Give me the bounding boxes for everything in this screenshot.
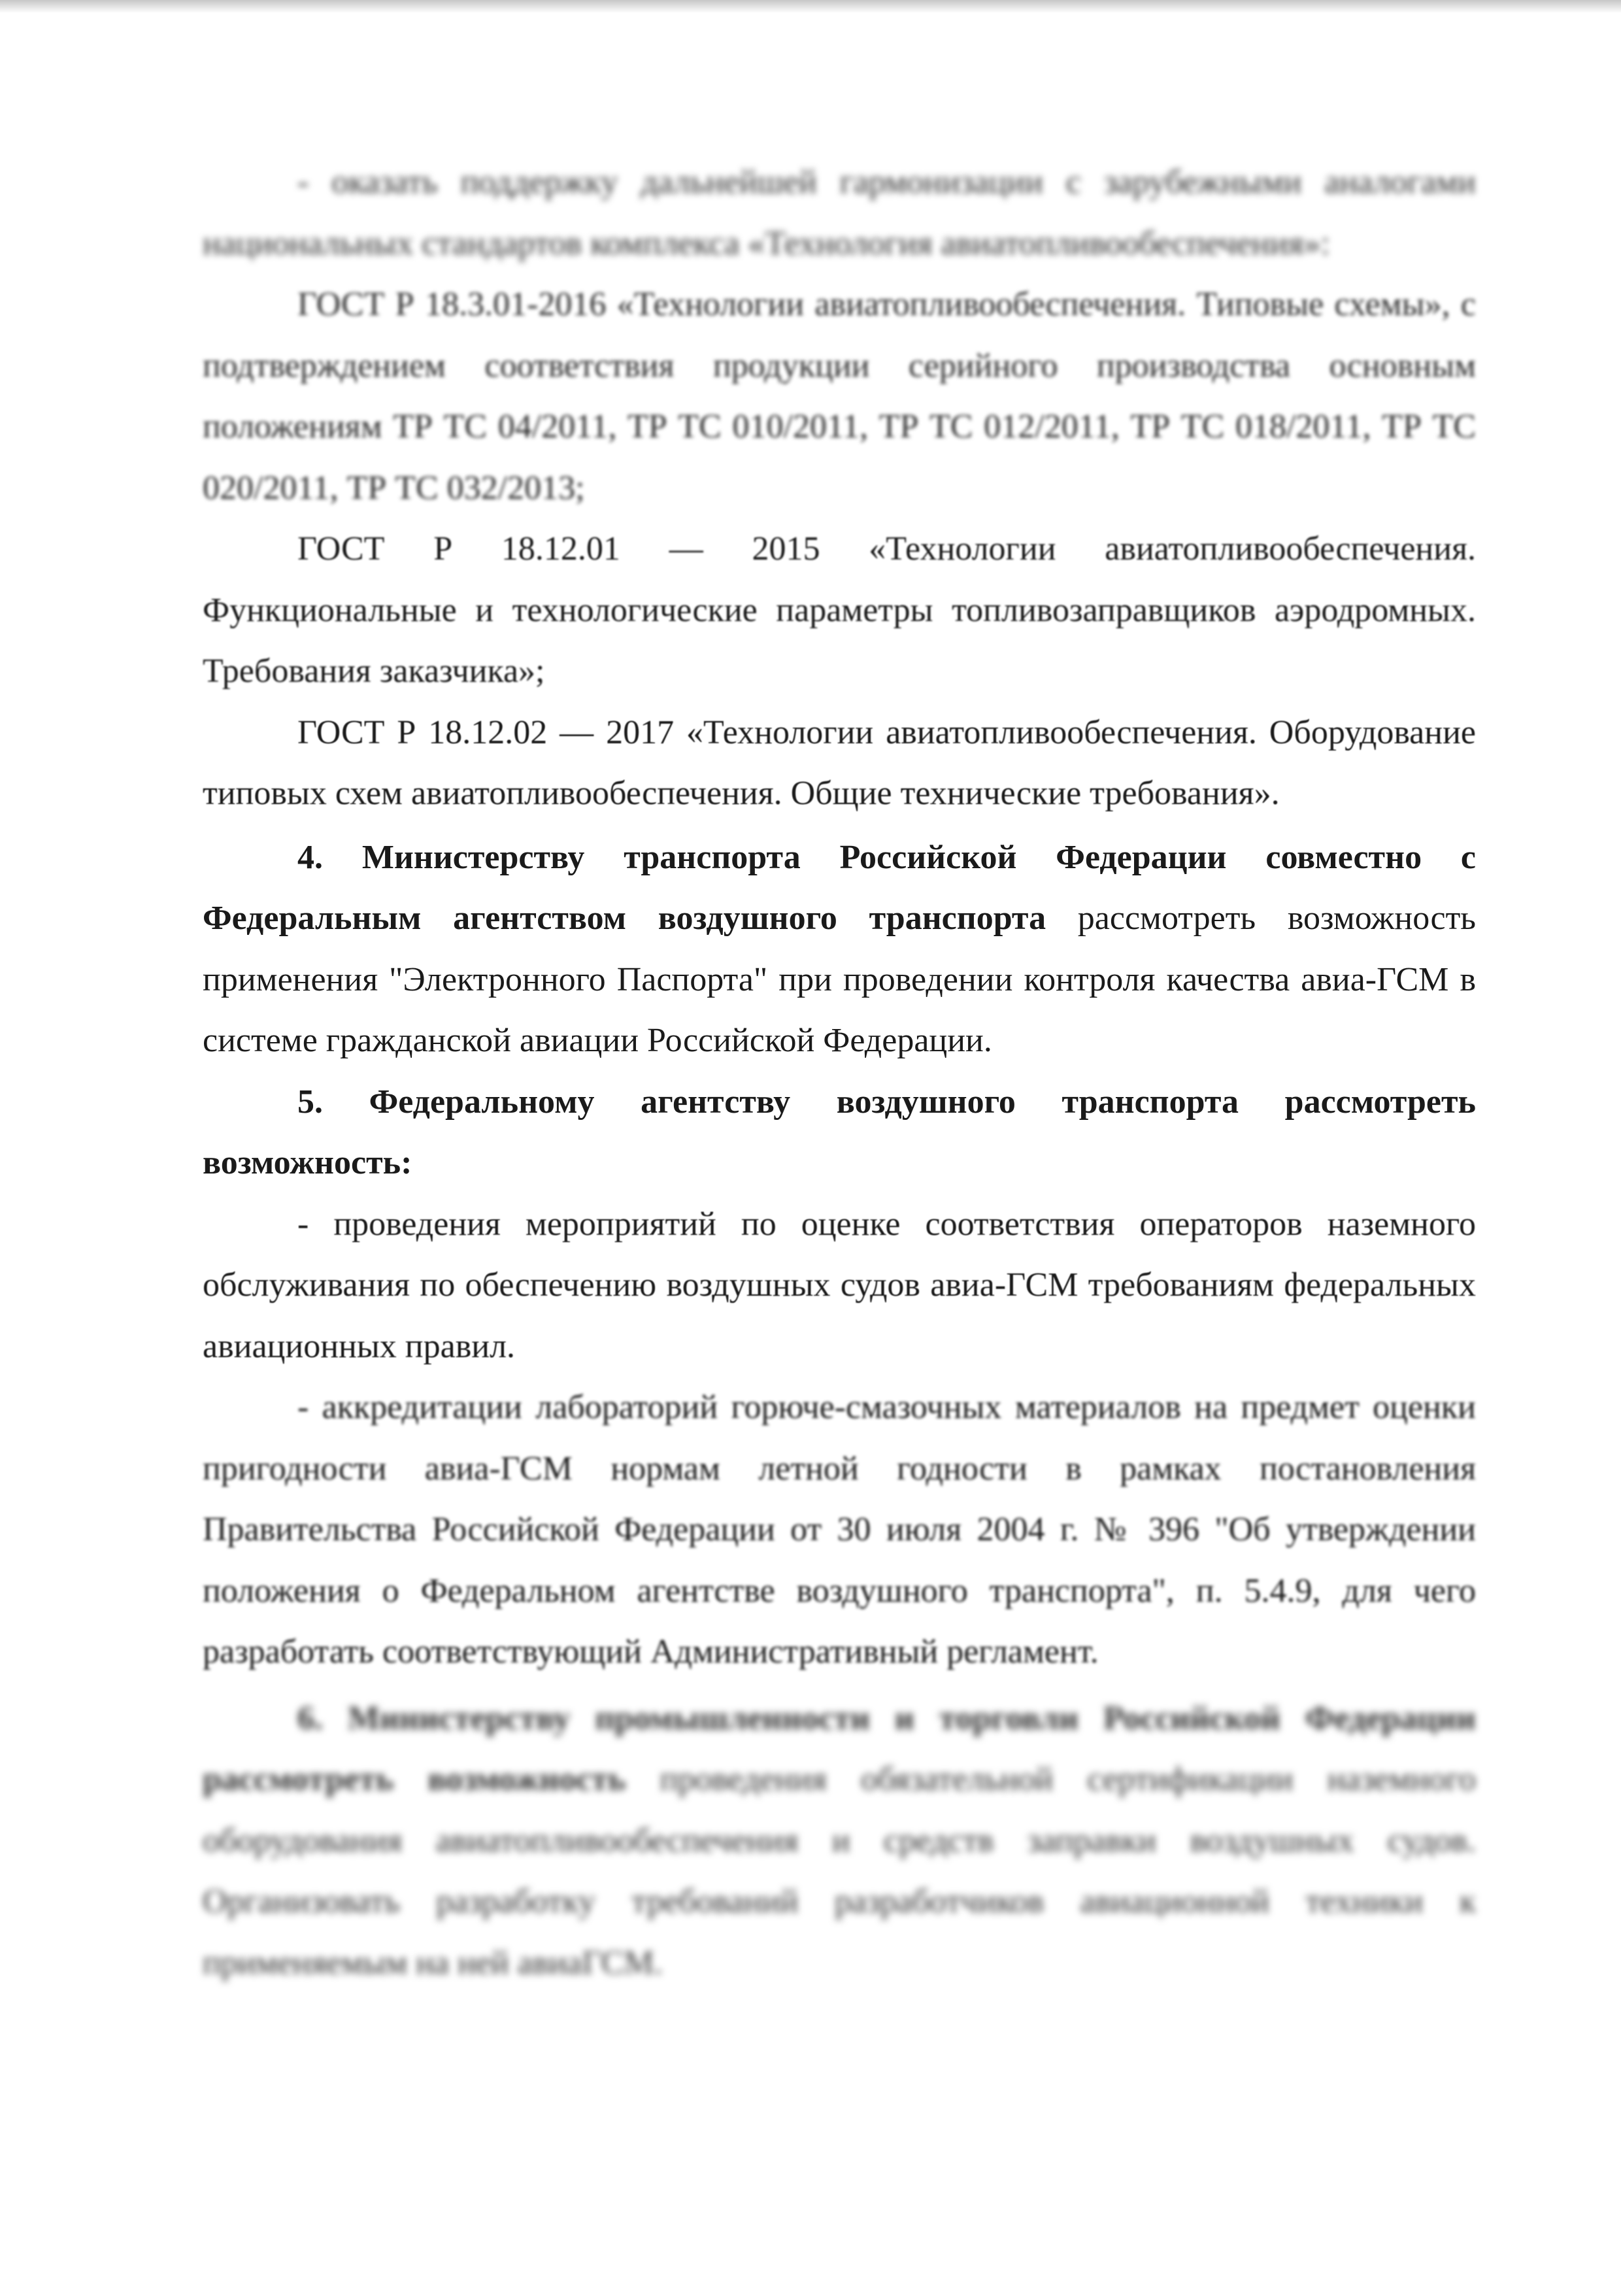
paragraph-bold-lead: 5. Федеральному агентству воздушного транспорта рассмотреть возможность: — [203, 1083, 1476, 1181]
paragraph-text: проведения обязательной сертификации наземного оборудования авиатопливообеспечения и средств заправки воздушных судов. Организовать разработку требований разработчиков авиационной техники к применяемым на ней авиаГСМ. — [203, 1761, 1476, 1982]
paragraph-item-4 — [203, 827, 1476, 1072]
paragraph-gost-18-3-01 — [203, 274, 1476, 518]
paragraph-gost-18-12-02 — [203, 702, 1476, 824]
document-body — [203, 152, 1476, 1993]
paragraph-text: - аккредитации лабораторий горюче-смазочных материалов на предмет оценки пригодности авиа-ГСМ нормам летной годности в рамках постановления Правительства Российской Федерации от 30 июля 2004 г. № 396 "Об утверждении положения о Федеральном агентстве воздушного транспорта", п. 5.4.9, для чего разработать соответствующий Административный регламент. — [203, 1389, 1476, 1670]
paragraph-bold-lead: 6. Министерству промышленности и торговли Российской Федерации рассмотреть возможность — [203, 1699, 1476, 1798]
paragraph-text: рассмотреть возможность применения "Электронного Паспорта" при проведении контроля качества авиа-ГСМ в системе гражданской авиации Российской Федерации. — [203, 900, 1477, 1059]
paragraph-bold-lead: 4. Министерству транспорта Российской Федерации совместно с Федеральным агентством воздушного транспорта — [203, 838, 1476, 937]
paragraph-item-6 — [203, 1688, 1476, 1994]
paragraph-text: ГОСТ Р 18.3.01-2016 «Технологии авиатопливообеспечения. Типовые схемы», с подтверждением соответствия продукции серийного производства основным положениям ТР ТС 04/2011, ТР ТС 010/2011, ТР ТС 012/2011, ТР ТС 018/2011, ТР ТС 020/2011, ТР ТС 032/2013; — [203, 286, 1476, 507]
paragraph-lab-accreditation — [203, 1377, 1476, 1683]
paragraph-text: ГОСТ Р 18.12.01 — 2015 «Технологии авиатопливообеспечения. Функциональные и технологические параметры топливозаправщиков аэродромных. Требования заказчика»; — [203, 530, 1476, 690]
paragraph-text: - проведения мероприятий по оценке соответствия операторов наземного обслуживания по обеспечению воздушных судов авиа-ГСМ требованиям федеральных авиационных правил. — [203, 1205, 1476, 1365]
paragraph-text: - оказать поддержку дальнейшей гармонизации с зарубежными аналогами национальных стандартов комплекса «Технология авиатопливообеспечения»: — [203, 163, 1476, 262]
scan-top-edge-shadow — [0, 0, 1621, 13]
paragraph-conformity-assessment — [203, 1194, 1476, 1377]
paragraph-harmonization — [203, 152, 1476, 274]
paragraph-gost-18-12-01 — [203, 518, 1476, 702]
paragraph-item-5 — [203, 1072, 1476, 1194]
paragraph-text: ГОСТ Р 18.12.02 — 2017 «Технологии авиатопливообеспечения. Оборудование типовых схем авиатопливообеспечения. Общие технические требования». — [203, 713, 1476, 812]
